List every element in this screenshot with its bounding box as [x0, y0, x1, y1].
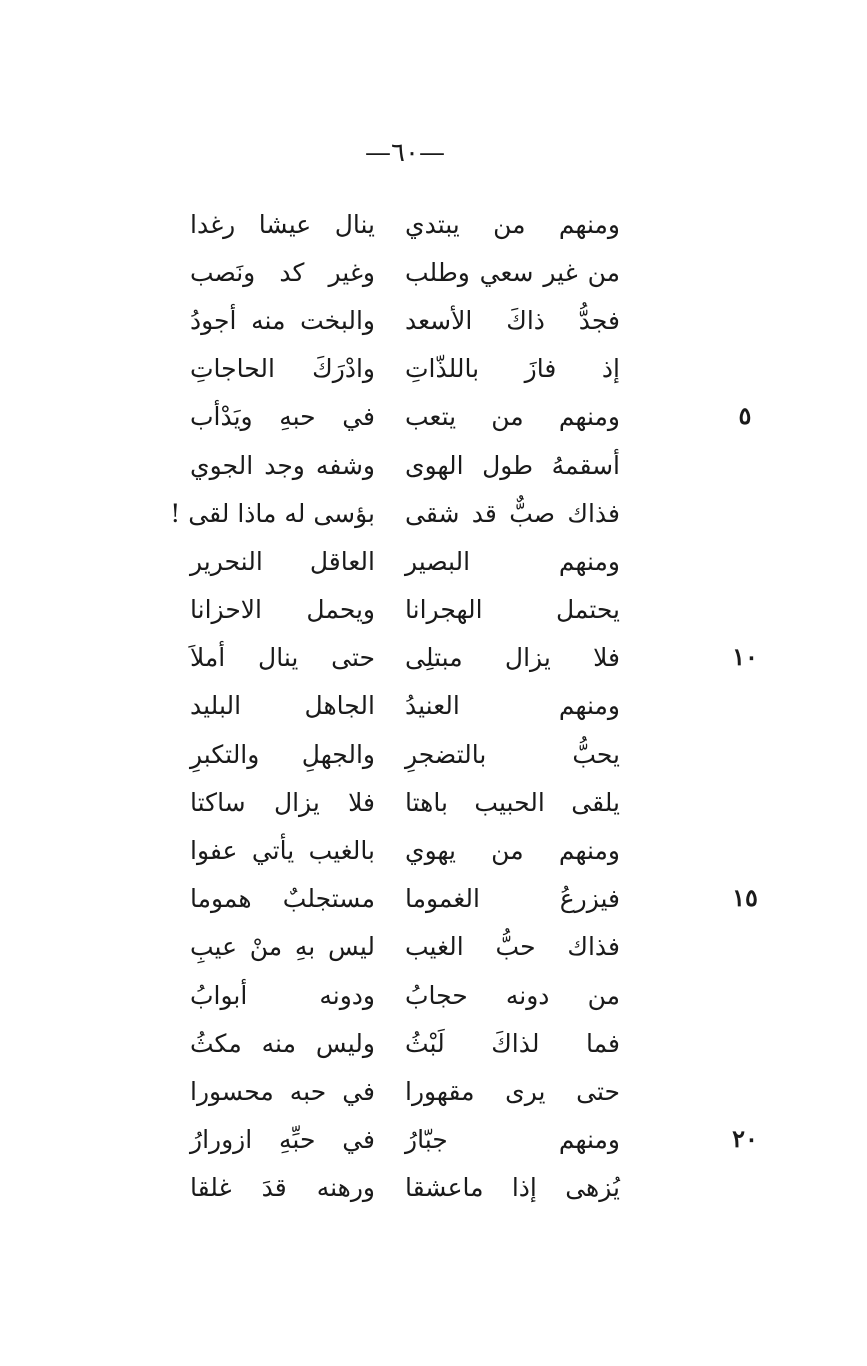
second-hemistich: ورهنه قدَ غلقا — [190, 1173, 375, 1203]
second-hemistich: ويحمل الاحزانا — [190, 595, 375, 625]
first-hemistich: من دونه حجابُ — [405, 980, 620, 1010]
first-hemistich: فيزرعُ الغموما — [405, 884, 620, 914]
verse-line — [190, 1116, 620, 1164]
second-hemistich: ينال عيشا رغدا — [190, 209, 375, 239]
second-hemistich: وليس منه مكثُ — [190, 1028, 375, 1058]
verse-line — [190, 537, 620, 585]
line-number: ٥ — [738, 400, 752, 430]
verse-line — [190, 441, 620, 489]
second-hemistich: بالغيب يأتي عفوا — [190, 836, 375, 866]
second-hemistich: بؤسى له ماذا لقى ! — [170, 498, 375, 528]
line-number: ١٥ — [732, 882, 758, 912]
first-hemistich: فذاك حبُّ الغيب — [405, 932, 620, 962]
verse-line — [190, 971, 620, 1019]
first-hemistich: فما لذاكَ لَبْثُ — [405, 1028, 620, 1058]
verse-line — [190, 1067, 620, 1115]
verse-line — [190, 778, 620, 826]
second-hemistich: حتى ينال أملاَ — [190, 643, 375, 673]
verse-line — [190, 248, 620, 296]
second-hemistich: وادْرَكَ الحاجاتِ — [190, 354, 375, 384]
first-hemistich: يحتمل الهجرانا — [405, 595, 620, 625]
first-hemistich: يحبُّ بالتضجرِ — [405, 739, 620, 769]
first-hemistich: يُزهى إذا ماعشقا — [405, 1173, 620, 1203]
first-hemistich: ومنهم من يهوي — [405, 836, 620, 866]
verse-line — [170, 489, 620, 537]
verse-line — [190, 1164, 620, 1212]
second-hemistich: فلا يزال ساكتا — [190, 787, 375, 817]
page-number: —٦٠— — [365, 138, 445, 168]
second-hemistich: في حبه محسورا — [190, 1076, 375, 1106]
second-hemistich: وغير كد ونَصب — [190, 257, 375, 287]
verse-line — [190, 923, 620, 971]
line-number: ١٠ — [732, 641, 758, 671]
second-hemistich: الجاهل البليد — [190, 691, 375, 721]
first-hemistich: ومنهم من يتعب — [405, 402, 620, 432]
second-hemistich: العاقل النحرير — [190, 546, 375, 576]
verse-line — [190, 875, 620, 923]
first-hemistich: ومنهم البصير — [405, 546, 620, 576]
first-hemistich: فلا يزال مبتلِى — [405, 643, 620, 673]
first-hemistich: ومنهم جبّارُ — [405, 1125, 620, 1155]
verse-line — [190, 1019, 620, 1067]
poem-body — [170, 200, 620, 1212]
first-hemistich: ومنهم العنيدُ — [405, 691, 620, 721]
verse-line — [190, 345, 620, 393]
verse-line — [190, 682, 620, 730]
verse-line — [190, 200, 620, 248]
second-hemistich: ليس بهِ منْ عيبِ — [190, 932, 375, 962]
first-hemistich: ومنهم من يبتدي — [405, 209, 620, 239]
first-hemistich: إذ فازَ باللذّاتِ — [405, 354, 620, 384]
verse-line — [190, 730, 620, 778]
second-hemistich: ودونه أبوابُ — [190, 980, 375, 1010]
second-hemistich: وشفه وجد الجوي — [190, 450, 375, 480]
second-hemistich: مستجلبٌ هموما — [190, 884, 375, 914]
first-hemistich: يلقى الحبيب باهتا — [405, 787, 620, 817]
first-hemistich: فجدُّ ذاكَ الأسعد — [405, 305, 620, 335]
second-hemistich: في حبهِ ويَدْأب — [190, 402, 375, 432]
verse-line — [190, 296, 620, 344]
verse-line — [190, 586, 620, 634]
second-hemistich: والجهلِ والتكبرِ — [190, 739, 375, 769]
first-hemistich: حتى يرى مقهورا — [405, 1076, 620, 1106]
verse-line — [190, 634, 620, 682]
first-hemistich: فذاك صبٌّ قد شقى — [405, 498, 620, 528]
verse-line — [190, 826, 620, 874]
first-hemistich: من غير سعي وطلب — [405, 257, 620, 287]
verse-line — [190, 393, 620, 441]
second-hemistich: والبخت منه أجودُ — [190, 305, 375, 335]
first-hemistich: أسقمهُ طول الهوى — [405, 450, 620, 480]
line-number: ٢٠ — [732, 1123, 758, 1153]
second-hemistich: في حبِّهِ ازورارُ — [190, 1125, 375, 1155]
